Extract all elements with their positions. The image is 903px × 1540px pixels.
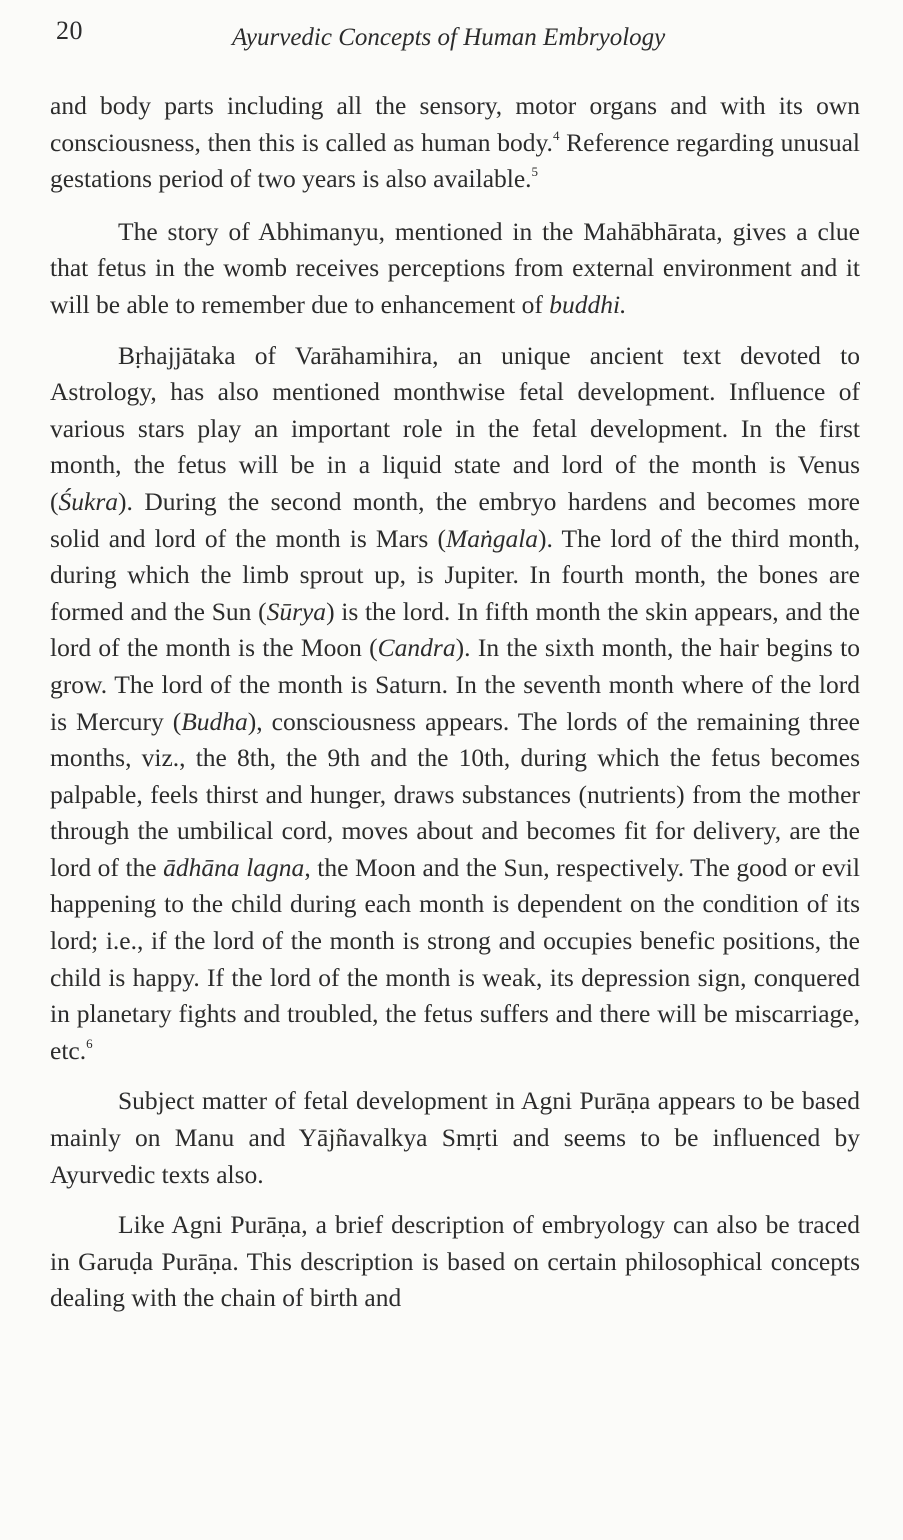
italic-term: buddhi.: [549, 289, 627, 319]
page-number: 20: [56, 16, 83, 45]
paragraph: [50, 338, 860, 1070]
text-run: and body parts including all the sensory, motor organs and with its own consciousness, then this is called as human body.: [50, 91, 860, 157]
footnote-marker: 5: [531, 164, 539, 180]
footnote-marker: 4: [552, 127, 560, 143]
italic-term: Maṅgala: [445, 523, 539, 553]
italic-term: Śukra: [58, 486, 118, 516]
italic-term: Budha: [181, 706, 248, 736]
text-run: Reference regarding unusual gestations period of two years is also available.: [50, 127, 860, 194]
text-run: , the Moon and the Sun, respectively. The good or evil happening to the child during each month is dependent on the condition of its lord; i.e., if the lord of the month is strong and occupies benefic positions, the child is happy. If the lord of the month is weak, its depression sign, conquered in planetary fights and troubled, the fetus suffers and there will be miscarriage, etc.: [50, 852, 860, 1065]
paragraph: [50, 214, 860, 324]
text-run: ). In the sixth month, the hair begins to grow. The lord of the month is Saturn. In the seventh month where of the lord is Mercury (: [50, 633, 861, 736]
footnote-marker: 6: [86, 1035, 93, 1051]
paragraph: [50, 1207, 860, 1317]
text-run: Subject matter of fetal development in Agni Purāṇa appears to be based mainly on Manu and Yājñavalkya Smṛti and seems to be influenced by Ayurvedic texts also.: [50, 1086, 860, 1189]
text-run: ). The lord of the third month, during which the limb sprout up, is Jupiter. In fourth month, the bones are formed and the Sun (: [50, 523, 860, 626]
text-run: ) is the lord. In fifth month the skin appears, and the lord of the month is the Moon (: [50, 596, 861, 663]
italic-term: Candra: [377, 633, 456, 663]
italic-term: Sūrya: [266, 596, 327, 626]
italic-term: ādhāna lagna: [163, 852, 305, 882]
text-run: Bṛhajjātaka of Varāhamihira, an unique ancient text devoted to Astrology, has also mentioned monthwise fetal development. Influence of various stars play an important role in the fetal development. In the first month, the fetus will be in a liquid state and lord of the month is Venus (: [50, 340, 860, 516]
running-title: Ayurvedic Concepts of Human Embryology: [232, 24, 666, 51]
text-run: The story of Abhimanyu, mentioned in the Mahābhārata, gives a clue that fetus in the womb receives perceptions from external environment and it will be able to remember due to enhancement of: [50, 216, 860, 319]
text-run: Like Agni Purāṇa, a brief description of embryology can also be traced in Garuḍa Purāṇa. This description is based on certain philosophical concepts dealing with the chain of birth and: [50, 1210, 860, 1313]
text-run: ). During the second month, the embryo hardens and becomes more solid and lord of the month is Mars (: [50, 486, 860, 553]
paragraph: [50, 88, 860, 198]
text-run: ), consciousness appears. The lords of the remaining three months, viz., the 8th, the 9th and the 10th, during which the fetus becomes palpable, feels thirst and hunger, draws substances (nutrients) from the mother through the umbilical cord, moves about and becomes fit for delivery, are the lord of the: [50, 706, 860, 882]
paragraph: [50, 1083, 860, 1193]
body-text: [50, 88, 860, 1331]
